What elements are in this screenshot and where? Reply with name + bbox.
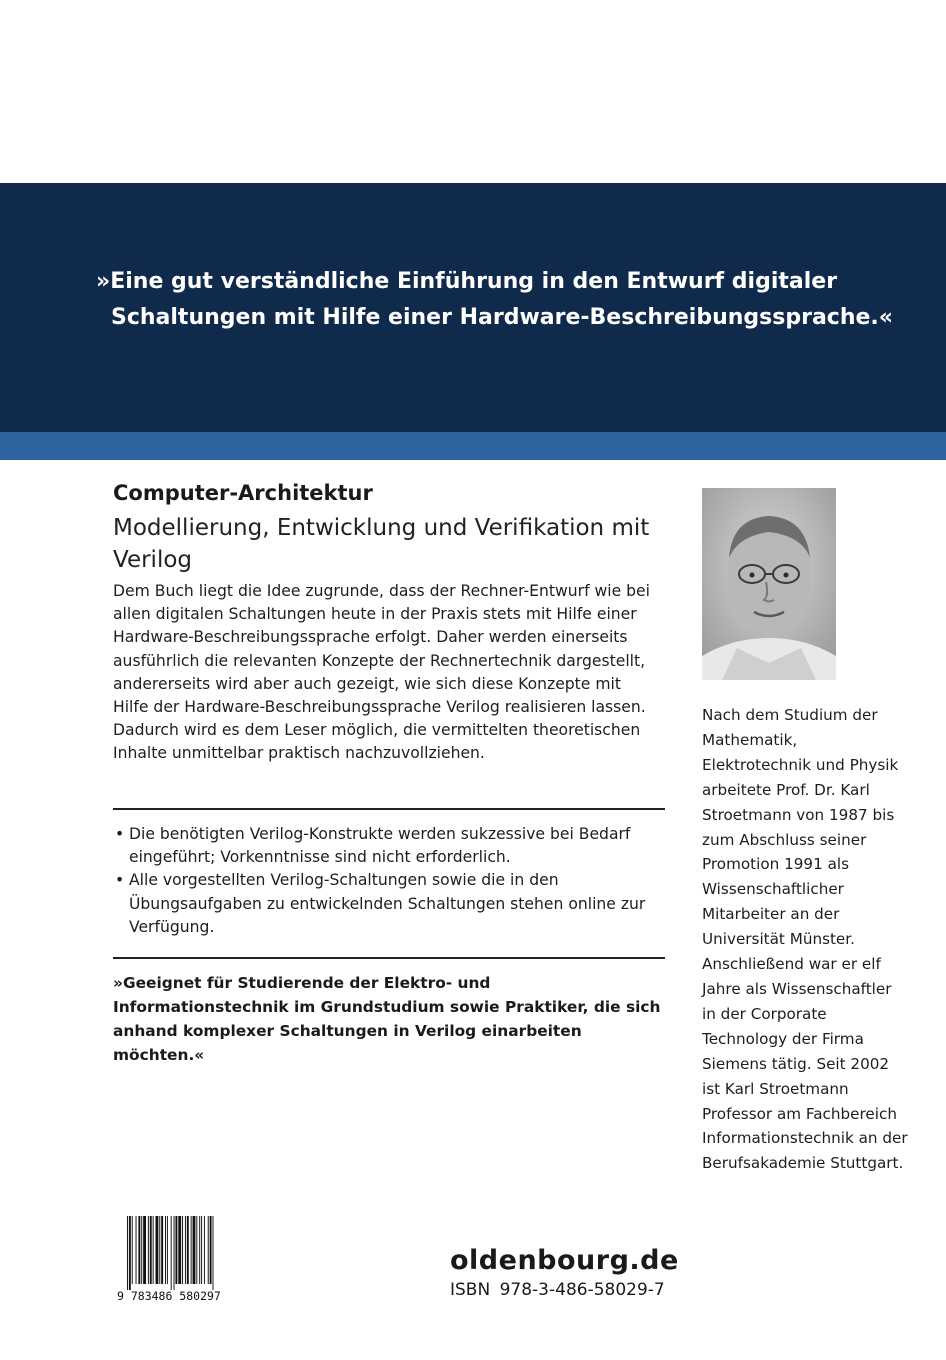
barcode-bar: [193, 1216, 196, 1284]
barcode-bar: [191, 1216, 192, 1284]
barcode-bar: [138, 1216, 140, 1284]
barcode-bar: [156, 1216, 159, 1284]
audience-quote: »Geeignet für Studierende der Elektro- und Informationstechnik im Grundstudium sowie Praktiker, die sich anhand komplexer Schaltungen in Verilog einarbeiten möchten.«: [113, 974, 661, 1064]
isbn-label: ISBN: [450, 1280, 491, 1300]
feature-item: • Alle vorgestellten Verilog-Schaltungen sowie die in den Übungsaufgaben zu entwickelnden Schaltungen stehen online zur Verfügung.: [113, 869, 665, 939]
publisher-website: oldenbourg.de: [450, 1245, 679, 1276]
feature-item: • Die benötigten Verilog-Konstrukte werden sukzessive bei Bedarf eingeführt; Vorkenntnisse sind nicht erforderlich.: [113, 823, 665, 869]
isbn-value: 978-3-486-58029-7: [499, 1280, 665, 1300]
endorsement-line-2: Schaltungen mit Hilfe einer Hardware-Beschreibungssprache.«: [111, 305, 893, 330]
barcode-bar: [204, 1216, 205, 1284]
barcode-bar: [167, 1216, 168, 1284]
author-photo: [702, 488, 836, 680]
barcode-bar: [148, 1216, 149, 1284]
barcode-bar: [159, 1216, 160, 1284]
barcode-bar: [175, 1216, 177, 1284]
barcode-bar: [187, 1216, 189, 1284]
book-subtitle: Modellierung, Entwicklung und Verifikation mit Verilog: [113, 515, 650, 573]
barcode-bar: [196, 1216, 197, 1284]
author-bio: Nach dem Studium der Mathematik, Elektrotechnik und Physik arbeitete Prof. Dr. Karl Stroetmann von 1987 bis zum Abschluss seiner Promotion 1991 als Wissenschaftlicher Mitarbeiter an der Universität Münster. Anschließend war er elf Jahre als Wissenschaftler in der Corporate Technology der Firma Siemens tätig. Seit 2002 ist Karl Stroetmann Professor am Fachbereich Informationstechnik an der Berufsakademie Stuttgart.: [702, 706, 908, 1173]
accent-stripe: [0, 432, 946, 460]
barcode-bar: [210, 1216, 212, 1284]
book-title: Computer-Architektur: [113, 481, 373, 505]
feature-list: [113, 823, 665, 939]
barcode-bar: [178, 1216, 181, 1284]
barcode-bar: [161, 1216, 163, 1284]
barcode: [113, 1214, 277, 1304]
barcode-bar: [150, 1216, 152, 1284]
barcode-bar: [174, 1216, 175, 1290]
barcode-bar: [208, 1216, 209, 1284]
barcode-bar: [199, 1216, 200, 1284]
barcode-bar: [182, 1216, 183, 1284]
isbn: [450, 1280, 665, 1300]
barcode-bar: [153, 1216, 154, 1284]
barcode-bar: [141, 1216, 142, 1284]
barcode-digits: 9 783486 580297: [117, 1289, 221, 1303]
barcode-bar: [201, 1216, 202, 1284]
barcode-bar: [132, 1216, 133, 1284]
barcode-bar: [129, 1216, 131, 1290]
book-description: Dem Buch liegt die Idee zugrunde, dass der Rechner-Entwurf wie bei allen digitalen Schaltungen heute in der Praxis stets mit Hilfe einer Hardware-Beschreibungssprache erfolgt. Daher werden einerseits ausführlich die relevanten Konzepte der Rechnertechnik dargestellt, andererseits wird aber auch gezeigt, wie sich diese Konzepte mit Hilfe der Hardware-Beschreibungssprache Verilog realisieren lassen. Dadurch wird es dem Leser möglich, die vermittelten theoretischen Inhalte unmittelbar praktisch nachzuvollziehen.: [113, 582, 650, 763]
barcode-bar: [165, 1216, 166, 1284]
author-portrait-icon: [702, 488, 836, 680]
divider-top: [113, 808, 665, 810]
endorsement-quote: [96, 264, 916, 336]
barcode-bar: [171, 1216, 172, 1290]
barcode-bar: [213, 1216, 214, 1290]
barcode-bar: [143, 1216, 146, 1284]
divider-bottom: [113, 957, 665, 959]
barcode-bar: [136, 1216, 137, 1284]
barcode-bar: [127, 1216, 128, 1290]
endorsement-line-1: »Eine gut verständliche Einführung in den Entwurf digitaler: [96, 269, 838, 294]
barcode-bar: [185, 1216, 186, 1284]
